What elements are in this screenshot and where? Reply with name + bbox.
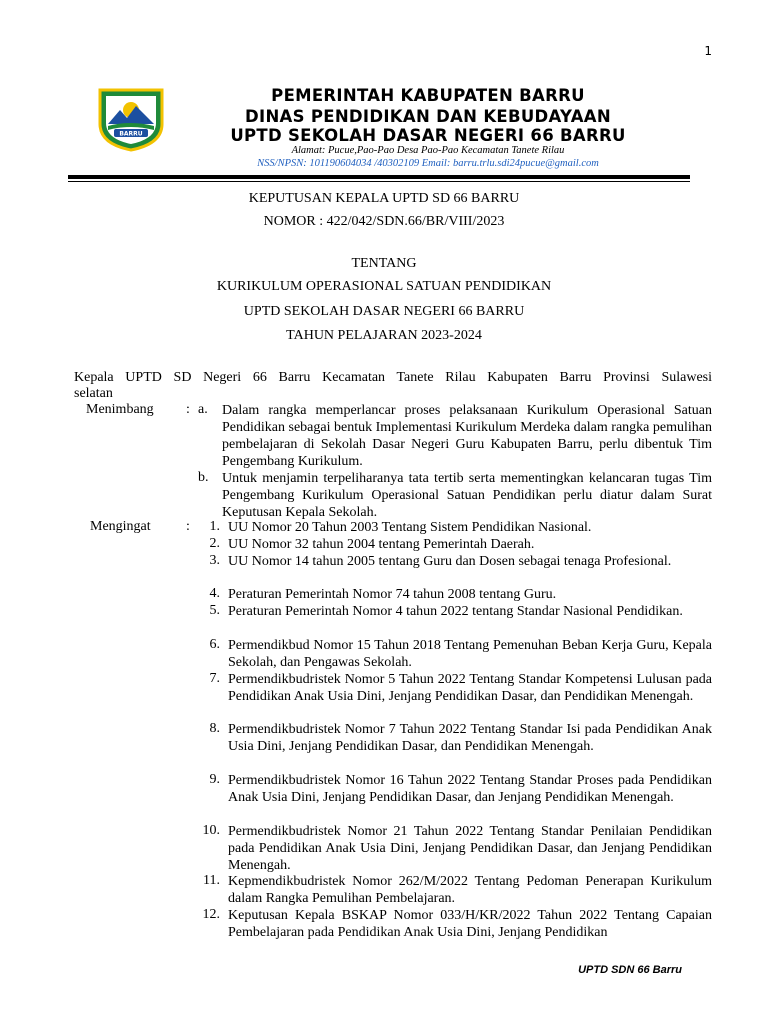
list-item: Permendikbudristek Nomor 21 Tahun 2022 Tentang Standar Penilaian Pendidikan pada Pendidikan Anak Usia Dini, Jenjang Pendidikan Dasar, dan Jenjang Pendidikan Menengah. [228, 824, 712, 873]
list-item: Peraturan Pemerintah Nomor 4 tahun 2022 tentang Standar Nasional Pendidikan. [228, 604, 683, 619]
menimbang-colon: : [186, 402, 190, 417]
list-number: 12. [202, 907, 220, 922]
list-number: 2. [209, 536, 220, 551]
decree-subject-1: KURIKULUM OPERASIONAL SATUAN PENDIDIKAN [216, 279, 552, 294]
list-number: 8. [209, 721, 220, 736]
header-rule-thick [68, 175, 690, 179]
intro-line-1: Kepala UPTD SD Negeri 66 Barru Kecamatan Tanete Rilau Kabupaten Barru Provinsi Sulawesi [74, 370, 712, 385]
list-number: 9. [209, 772, 220, 787]
page-number: 1 [704, 44, 712, 58]
list-item: UU Nomor 32 tahun 2004 tentang Pemerintah Daerah. [228, 537, 535, 552]
list-number: 11. [203, 873, 220, 888]
footer-school-name: UPTD SDN 66 Barru [578, 964, 682, 976]
letterhead-line1: PEMERINTAH KABUPATEN BARRU [271, 86, 585, 105]
decree-about: TENTANG [351, 256, 417, 271]
list-item: Permendikbudristek Nomor 7 Tahun 2022 Tentang Standar Isi pada Pendidikan Anak Usia Dini, Jenjang Pendidikan Dasar, dan Pendidikan Menengah. [228, 722, 712, 754]
letterhead-contact: NSS/NPSN: 101190604034 /40302109 Email: barru.trlu.sdi24pucue@gmail.com [257, 158, 599, 169]
list-item: Permendikbudristek Nomor 16 Tahun 2022 Tentang Standar Proses pada Pendidikan Anak Usia Dini, Jenjang Pendidikan Dasar, dan Jenjang Pendidikan Menengah. [228, 773, 712, 805]
mengingat-colon: : [186, 519, 190, 534]
list-item: Keputusan Kepala BSKAP Nomor 033/H/KR/2022 Tahun 2022 Tentang Capaian Pembelajaran pada Pendidikan Anak Usia Dini, Jenjang Pendidikan [228, 908, 712, 940]
intro-line-2: selatan [74, 386, 113, 401]
header-rule-thin [68, 181, 690, 182]
list-number: 4. [209, 586, 220, 601]
list-item: Kepmendikbudristek Nomor 262/M/2022 Tentang Pedoman Penerapan Kurikulum dalam Rangka Pemulihan Pembelajaran. [228, 874, 712, 906]
list-item: Permendikbud Nomor 15 Tahun 2018 Tentang Pemenuhan Beban Kerja Guru, Kepala Sekolah, dan Pengawas Sekolah. [228, 638, 712, 670]
decree-number: NOMOR : 422/042/SDN.66/BR/VIII/2023 [263, 214, 505, 229]
mengingat-label: Mengingat [90, 519, 151, 534]
decree-title: KEPUTUSAN KEPALA UPTD SD 66 BARRU [248, 191, 520, 206]
list-number: 1. [209, 519, 220, 534]
menimbang-a-text: Dalam rangka memperlancar proses pelaksanaan Kurikulum Operasional Satuan Pendidikan sebagai bentuk Implementasi Kurikulum Merdeka dalam rangka pemulihan pembelajaran di Sekolah Dasar Negeri Guru Kabupaten Barru, perlu dibentuk Tim Pengembang Kurikulum. [222, 403, 712, 469]
logo-text: BARRU [119, 130, 143, 138]
list-item: UU Nomor 20 Tahun 2003 Tentang Sistem Pendidikan Nasional. [228, 520, 592, 535]
list-number: 10. [202, 823, 220, 838]
menimbang-b-text: Untuk menjamin terpeliharanya tata tertib serta mementingkan kelancaran tugas Tim Pengembang Kurikulum Operasional Satuan Pendidikan perlu diatur dalam Surat Keputusan Kepala Sekolah. [222, 471, 712, 520]
list-item: Permendikbudristek Nomor 5 Tahun 2022 Tentang Standar Kompetensi Lulusan pada Pendidikan Anak Usia Dini, Jenjang Pendidikan Dasar, dan Pendidikan Menengah. [228, 672, 712, 704]
menimbang-label: Menimbang [86, 402, 154, 417]
letterhead-line2: DINAS PENDIDIKAN DAN KEBUDAYAAN [245, 107, 611, 126]
list-number: 5. [209, 603, 220, 618]
list-item: Peraturan Pemerintah Nomor 74 tahun 2008 tentang Guru. [228, 587, 557, 602]
list-number: 7. [209, 671, 220, 686]
list-item: UU Nomor 14 tahun 2005 tentang Guru dan Dosen sebagai tenaga Profesional. [228, 554, 672, 569]
letterhead-address: Alamat: Pucue,Pao-Pao Desa Pao-Pao Kecamatan Tanete Rilau [291, 145, 565, 156]
decree-subject-3: TAHUN PELAJARAN 2023-2024 [286, 328, 482, 343]
menimbang-b-marker: b. [198, 470, 209, 485]
menimbang-a-marker: a. [198, 402, 208, 417]
list-number: 3. [209, 553, 220, 568]
list-number: 6. [209, 637, 220, 652]
decree-subject-2: UPTD SEKOLAH DASAR NEGERI 66 BARRU [243, 304, 525, 319]
letterhead-line3: UPTD SEKOLAH DASAR NEGERI 66 BARRU [230, 126, 626, 145]
